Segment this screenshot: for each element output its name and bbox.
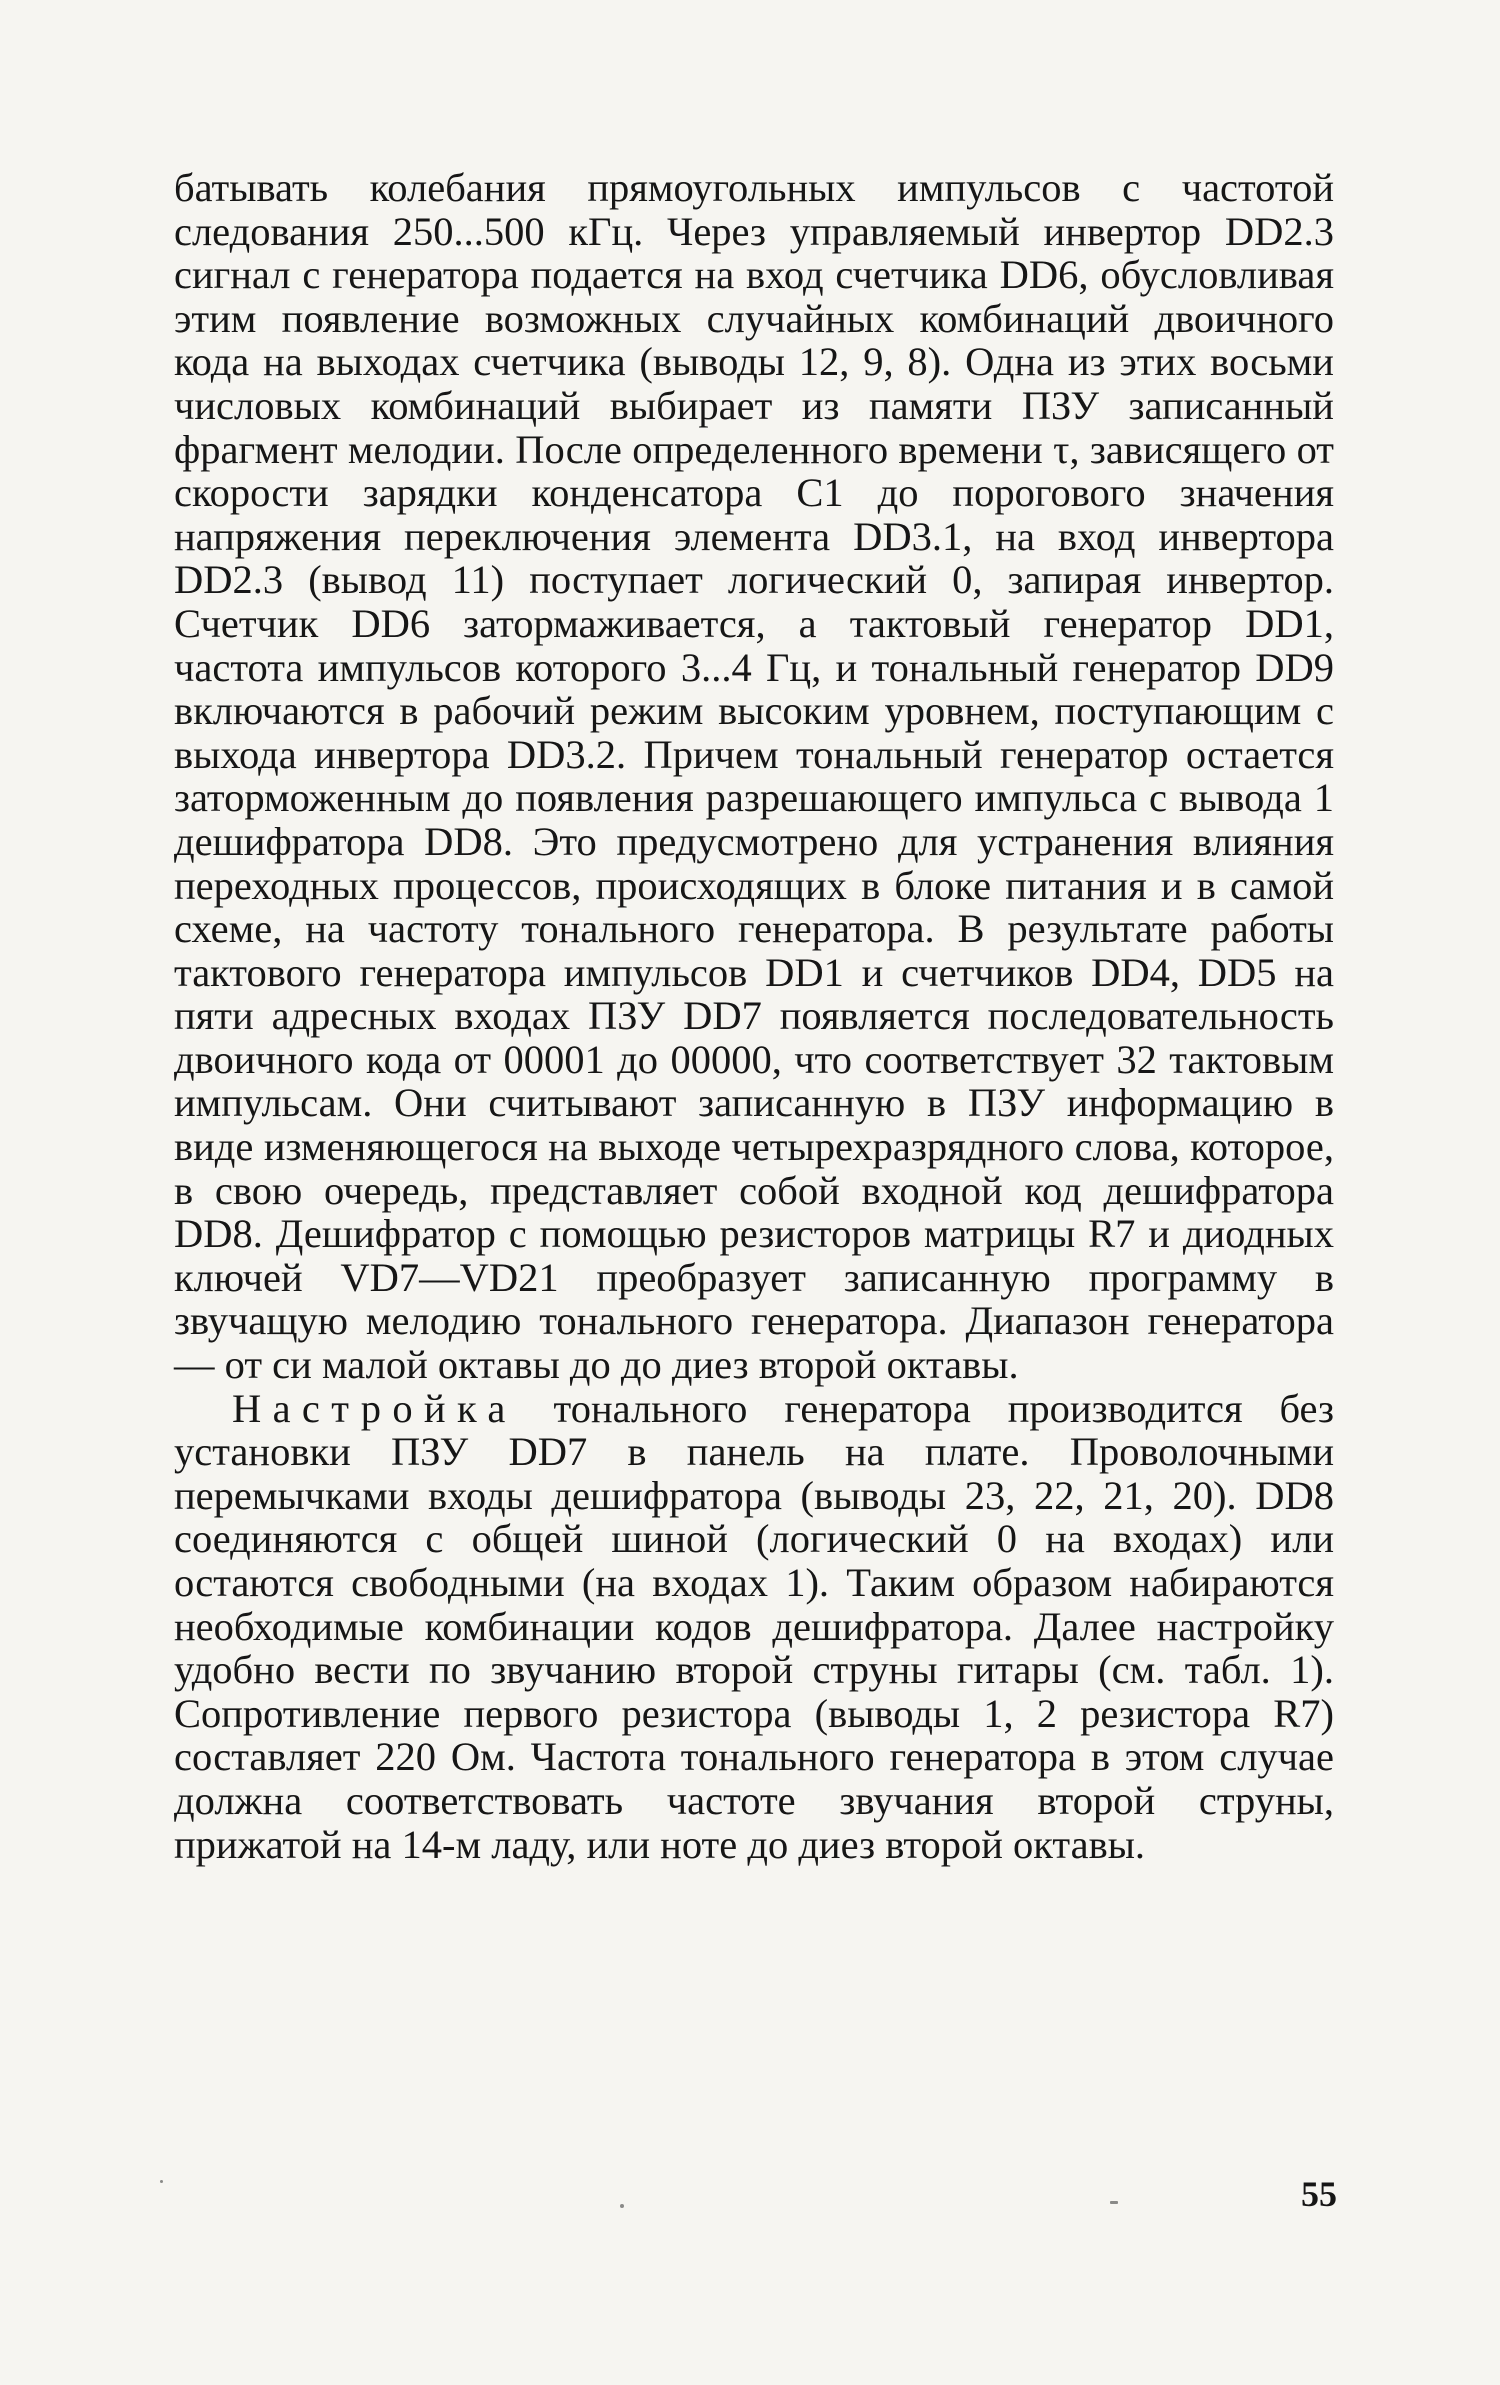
scan-speck	[1110, 2201, 1118, 2204]
page-number: 55	[1301, 2174, 1337, 2214]
paragraph-1: батывать колебания прямоугольных импульсов с частотой следования 250...500 кГц. Через управляемый инвертор DD2.3 сигнал с генератора подается на вход счетчика DD6, обусловливая этим появление возможных случайных комбинаций двоичного кода на выходах счетчика (выводы 12, 9, 8). Одна из этих восьми числовых комбинаций выбирает из памяти ПЗУ записанный фрагмент мелодии. После определенного времени τ, зависящего от скорости зарядки конденсатора С1 до порогового значения напряжения переключения элемента DD3.1, на вход инвертора DD2.3 (вывод 11) поступает логический 0, запирая инвертор. Счетчик DD6 затормаживается, а тактовый генератор DD1, частота импульсов которого 3...4 Гц, и тональный генератор DD9 включаются в рабочий режим высоким уровнем, поступающим с выхода инвертора DD3.2. Причем тональный генератор остается заторможенным до появления разрешающего импульса с вывода 1 дешифратора DD8. Это предусмотрено для устранения влияния переходных процессов, происходящих в блоке питания и в самой схеме, на частоту тонального генератора. В результате работы тактового генератора импульсов DD1 и счетчиков DD4, DD5 на пяти адресных входах ПЗУ DD7 появляется последовательность двоичного кода от 00001 до 00000, что соответствует 32 тактовым импульсам. Они считывают записанную в ПЗУ информацию в виде изменяющегося на выходе четырехразрядного слова, которое, в свою очередь, представляет собой входной код дешифратора DD8. Дешифратор с помощью резисторов матрицы R7 и диодных ключей VD7—VD21 преобразует записанную программу в звучащую мелодию тонального генератора. Диапазон генератора — от си малой октавы до до диез второй октавы.	[174, 165, 1334, 1388]
paragraph-2-text: тонального генератора производится без установки ПЗУ DD7 в панель на плате. Проволочными перемычками входы дешифратора (выводы 23, 22, 21, 20). DD8 соединяются с общей шиной (логический 0 на входах) или остаются свободными (на входах 1). Таким образом набираются необходимые комбинации кодов дешифратора. Далее настройку удобно вести по звучанию второй струны гитары (см. табл. 1). Сопротивление первого резистора (выводы 1, 2 резистора R7) составляет 220 Ом. Частота тонального генератора в этом случае должна соответствовать частоте звучания второй струны, прижатой на 14-м ладу, или ноте до диез второй октавы.	[174, 1385, 1334, 1867]
paragraph-2	[174, 1387, 1334, 1867]
scan-speck	[620, 2204, 624, 2208]
body-text	[174, 166, 1334, 1866]
paragraph-2-lead: Настройка	[232, 1385, 517, 1431]
scan-speck	[160, 2180, 163, 2183]
